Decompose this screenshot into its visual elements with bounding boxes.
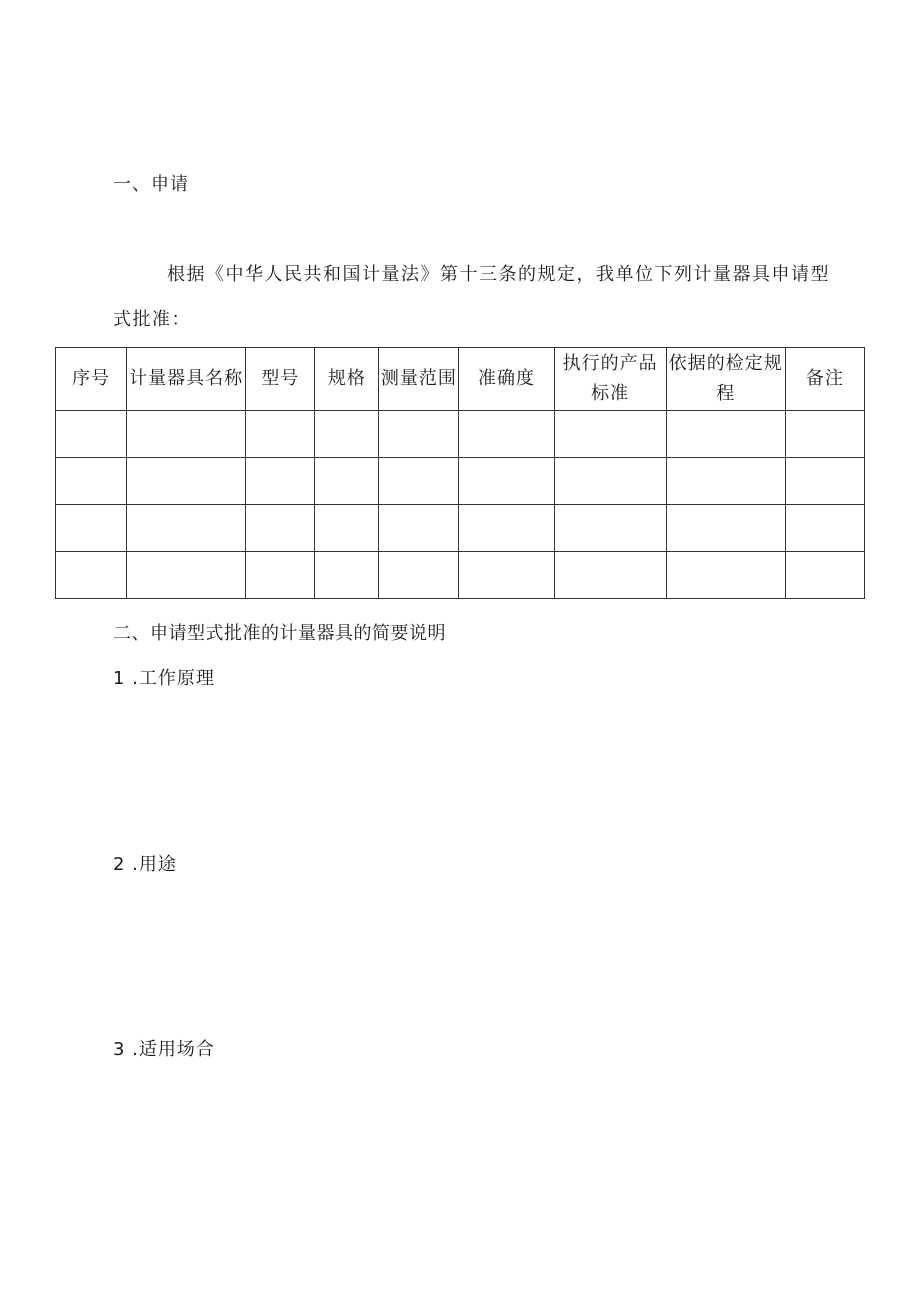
- item-label: 用途: [138, 854, 177, 875]
- table-cell[interactable]: [379, 552, 459, 599]
- table-cell[interactable]: [56, 505, 127, 552]
- table-cell[interactable]: [127, 552, 246, 599]
- application-paragraph-line2: 式批准：: [113, 309, 191, 330]
- column-header-model: 型号: [246, 348, 315, 411]
- table-cell[interactable]: [666, 411, 785, 458]
- table-cell[interactable]: [315, 552, 379, 599]
- table-cell[interactable]: [56, 552, 127, 599]
- table-cell[interactable]: [785, 552, 864, 599]
- column-header-serial: 序号: [56, 348, 127, 411]
- application-paragraph-line1: 根据《中华人民共和国计量法》第十三条的规定，我单位下列计量器具申请型: [167, 264, 830, 285]
- table-cell[interactable]: [315, 458, 379, 505]
- table-cell[interactable]: [666, 458, 785, 505]
- table-cell[interactable]: [315, 411, 379, 458]
- column-header-product-standard: 执行的产品标准: [554, 348, 666, 411]
- item-separator: .: [125, 668, 139, 689]
- column-header-measuring-range: 测量范围: [379, 348, 459, 411]
- table-cell[interactable]: [246, 552, 315, 599]
- item-applicable-occasions: [113, 1035, 215, 1061]
- table-cell[interactable]: [666, 552, 785, 599]
- item-number: 3: [113, 1039, 126, 1060]
- section1-heading: 一、申请: [113, 174, 189, 195]
- table-cell[interactable]: [246, 411, 315, 458]
- table-cell[interactable]: [666, 505, 785, 552]
- table-cell[interactable]: [246, 458, 315, 505]
- table-cell[interactable]: [56, 458, 127, 505]
- table-row: [56, 458, 865, 505]
- table-cell[interactable]: [554, 411, 666, 458]
- table-cell[interactable]: [459, 505, 554, 552]
- table-header-row: [56, 348, 865, 411]
- column-header-verification-regulation: 依据的检定规程: [666, 348, 785, 411]
- column-header-remarks: 备注: [785, 348, 864, 411]
- column-header-accuracy: 准确度: [459, 348, 554, 411]
- table-cell[interactable]: [785, 411, 864, 458]
- table-cell[interactable]: [315, 505, 379, 552]
- item-label: 工作原理: [138, 668, 215, 689]
- table-cell[interactable]: [379, 458, 459, 505]
- table-cell[interactable]: [459, 552, 554, 599]
- table-cell[interactable]: [379, 505, 459, 552]
- table-cell[interactable]: [56, 411, 127, 458]
- table-row: [56, 552, 865, 599]
- column-header-specification: 规格: [315, 348, 379, 411]
- table-cell[interactable]: [127, 411, 246, 458]
- item-separator: .: [125, 854, 139, 875]
- item-label: 适用场合: [138, 1039, 215, 1060]
- section2-heading: 二、申请型式批准的计量器具的简要说明: [113, 623, 446, 644]
- table-cell[interactable]: [785, 458, 864, 505]
- item-number: 1: [113, 668, 126, 689]
- table-cell[interactable]: [554, 458, 666, 505]
- table-cell[interactable]: [459, 458, 554, 505]
- table-cell[interactable]: [554, 505, 666, 552]
- table-cell[interactable]: [459, 411, 554, 458]
- item-separator: .: [125, 1039, 139, 1060]
- table-cell[interactable]: [246, 505, 315, 552]
- table-cell[interactable]: [379, 411, 459, 458]
- table-cell[interactable]: [554, 552, 666, 599]
- table-cell[interactable]: [785, 505, 864, 552]
- table-row: [56, 411, 865, 458]
- item-purpose: [113, 850, 177, 876]
- column-header-instrument-name: 计量器具名称: [127, 348, 246, 411]
- table-cell[interactable]: [127, 458, 246, 505]
- item-number: 2: [113, 854, 126, 875]
- table-row: [56, 505, 865, 552]
- instrument-table: [55, 347, 865, 599]
- table-cell[interactable]: [127, 505, 246, 552]
- item-working-principle: [113, 664, 215, 690]
